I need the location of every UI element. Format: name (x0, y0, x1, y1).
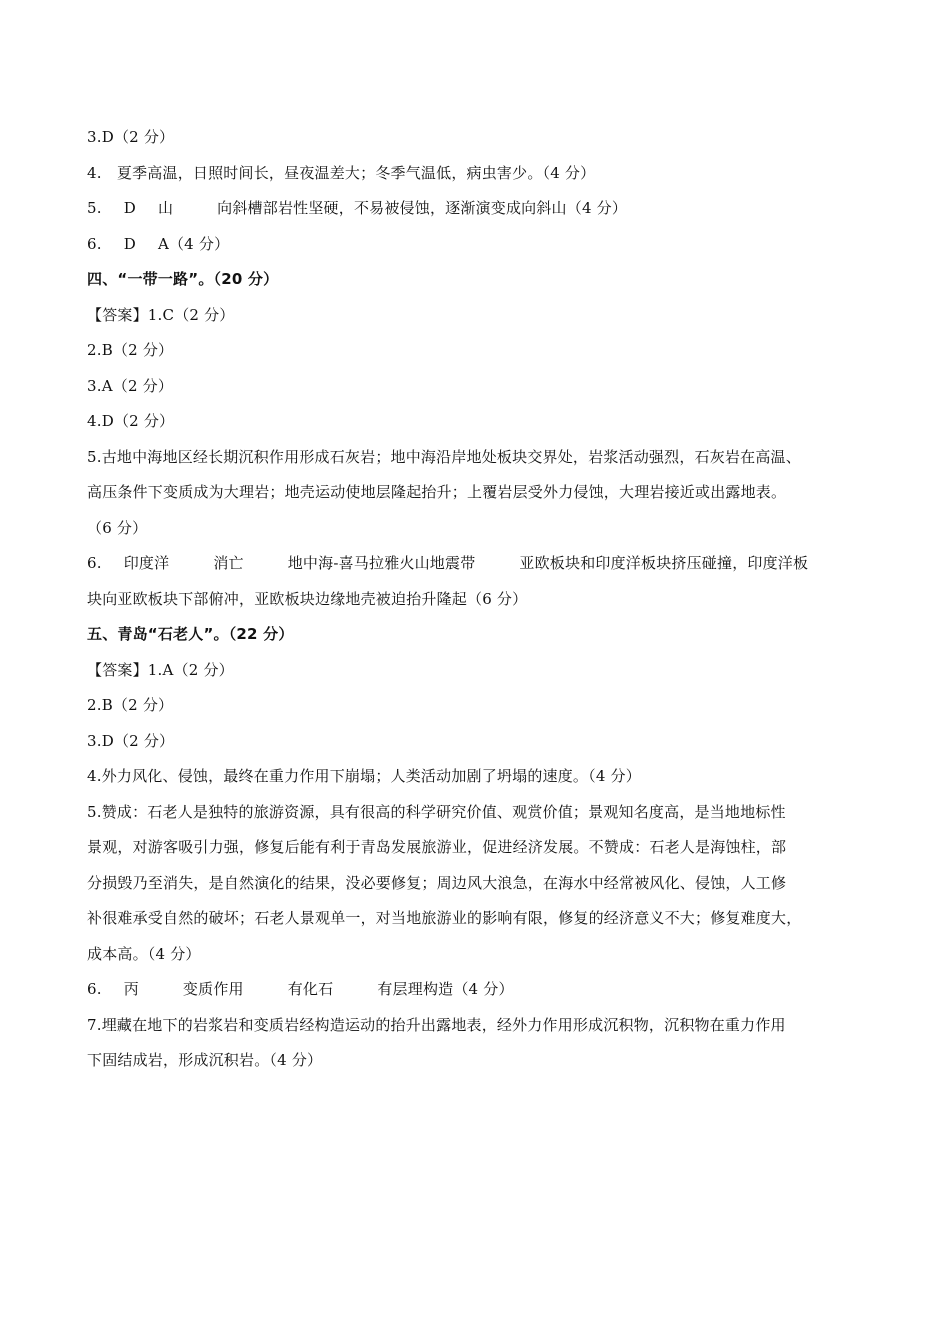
answer-line (87, 795, 877, 831)
answer-line (87, 191, 877, 227)
answer-text: 下固结成岩，形成沉积岩。（4 分） (87, 1051, 323, 1069)
answer-text: 亚欧板块和印度洋板块挤压碰撞，印度洋板 (519, 554, 809, 572)
answer-line (87, 227, 877, 263)
answer-text: 地中海-喜马拉雅火山地震带 (287, 554, 476, 572)
answer-text: 山 (157, 199, 174, 217)
answer-line (87, 901, 877, 937)
answer-line (87, 511, 877, 547)
answer-text: 4.D（2 分） (87, 412, 175, 430)
answer-line (87, 156, 877, 192)
answer-sheet-page (87, 120, 877, 1079)
answer-text: D (123, 234, 136, 253)
answer-text: 3.D（2 分） (87, 731, 175, 750)
answer-line (87, 972, 877, 1008)
answer-line (87, 937, 877, 973)
answer-line (87, 546, 877, 582)
answer-line (87, 830, 877, 866)
answer-line (87, 582, 877, 618)
answer-text: 向斜槽部岩性坚硬，不易被侵蚀，逐渐演变成向斜山（4 分） (217, 199, 628, 217)
section-title (87, 262, 877, 298)
answer-text: 5.古地中海地区经长期沉积作用形成石灰岩；地中海沿岸地处板块交界处，岩浆活动强烈，石灰岩在高温、 (87, 447, 801, 466)
answer-text: 有层理构造（4 分） (377, 980, 514, 998)
answer-line (87, 333, 877, 369)
answer-text: 有化石 (287, 980, 334, 998)
answer-text: 4. 夏季高温，日照时间长，昼夜温差大；冬季气温低，病虫害少。（4 分） (87, 163, 596, 182)
answer-text: 【答案】1.A（2 分） (87, 660, 234, 679)
answer-line (87, 298, 877, 334)
answer-text: 3.A（2 分） (87, 376, 174, 395)
answer-line (87, 369, 877, 405)
answer-text: （6 分） (87, 518, 148, 537)
answer-line (87, 866, 877, 902)
section-title-text: 四、“一带一路”。（20 分） (87, 270, 279, 288)
answer-text: 变质作用 (182, 980, 244, 998)
answer-text: 3.D（2 分） (87, 128, 175, 146)
answer-line (87, 759, 877, 795)
answer-text: 分损毁乃至消失，是自然演化的结果，没必要修复；周边风大浪急，在海水中经常被风化、侵蚀，人工修 (87, 873, 787, 892)
answer-text: 丙 (123, 980, 139, 998)
question-number: 6. (87, 980, 102, 998)
question-number: 6. (87, 554, 102, 572)
answer-line (87, 440, 877, 476)
answer-line (87, 475, 877, 511)
answer-line (87, 1043, 877, 1079)
answer-text: 块向亚欧板块下部俯冲，亚欧板块边缘地壳被迫抬升隆起（6 分） (87, 589, 528, 608)
section-title (87, 617, 877, 653)
answer-line (87, 724, 877, 760)
answer-text: 消亡 (213, 554, 244, 572)
answer-text: 高压条件下变质成为大理岩；地壳运动使地层隆起抬升；上覆岩层受外力侵蚀，大理岩接近或出露地表。 (87, 483, 787, 501)
answer-line (87, 688, 877, 724)
question-number: 5. (87, 199, 102, 217)
answer-line (87, 1008, 877, 1044)
answer-text: 【答案】1.C（2 分） (87, 305, 235, 324)
answer-line (87, 404, 877, 440)
answer-text: A（4 分） (157, 234, 230, 253)
answer-text: 4.外力风化、侵蚀，最终在重力作用下崩塌；人类活动加剧了坍塌的速度。（4 分） (87, 767, 641, 785)
answer-text: D (123, 199, 136, 217)
answer-text: 印度洋 (123, 554, 170, 572)
section-title-text: 五、青岛“石老人”。（22 分） (87, 625, 294, 643)
answer-line (87, 120, 877, 156)
question-number: 6. (87, 234, 102, 253)
answer-text: 2.B（2 分） (87, 341, 174, 359)
answer-line (87, 653, 877, 689)
answer-text: 7.埋藏在地下的岩浆岩和变质岩经构造运动的抬升出露地表，经外力作用形成沉积物，沉积物在重力作用 (87, 1015, 786, 1034)
answer-text: 2.B（2 分） (87, 696, 174, 714)
answer-text: 5.赞成：石老人是独特的旅游资源，具有很高的科学研究价值、观赏价值；景观知名度高，是当地地标性 (87, 802, 786, 821)
answer-text: 景观，对游客吸引力强，修复后能有利于青岛发展旅游业，促进经济发展。不赞成：石老人是海蚀柱，部 (87, 838, 787, 856)
answer-text: 补很难承受自然的破坏；石老人景观单一，对当地旅游业的影响有限，修复的经济意义不大；修复难度大， (87, 909, 802, 927)
answer-text: 成本高。（4 分） (87, 944, 201, 963)
